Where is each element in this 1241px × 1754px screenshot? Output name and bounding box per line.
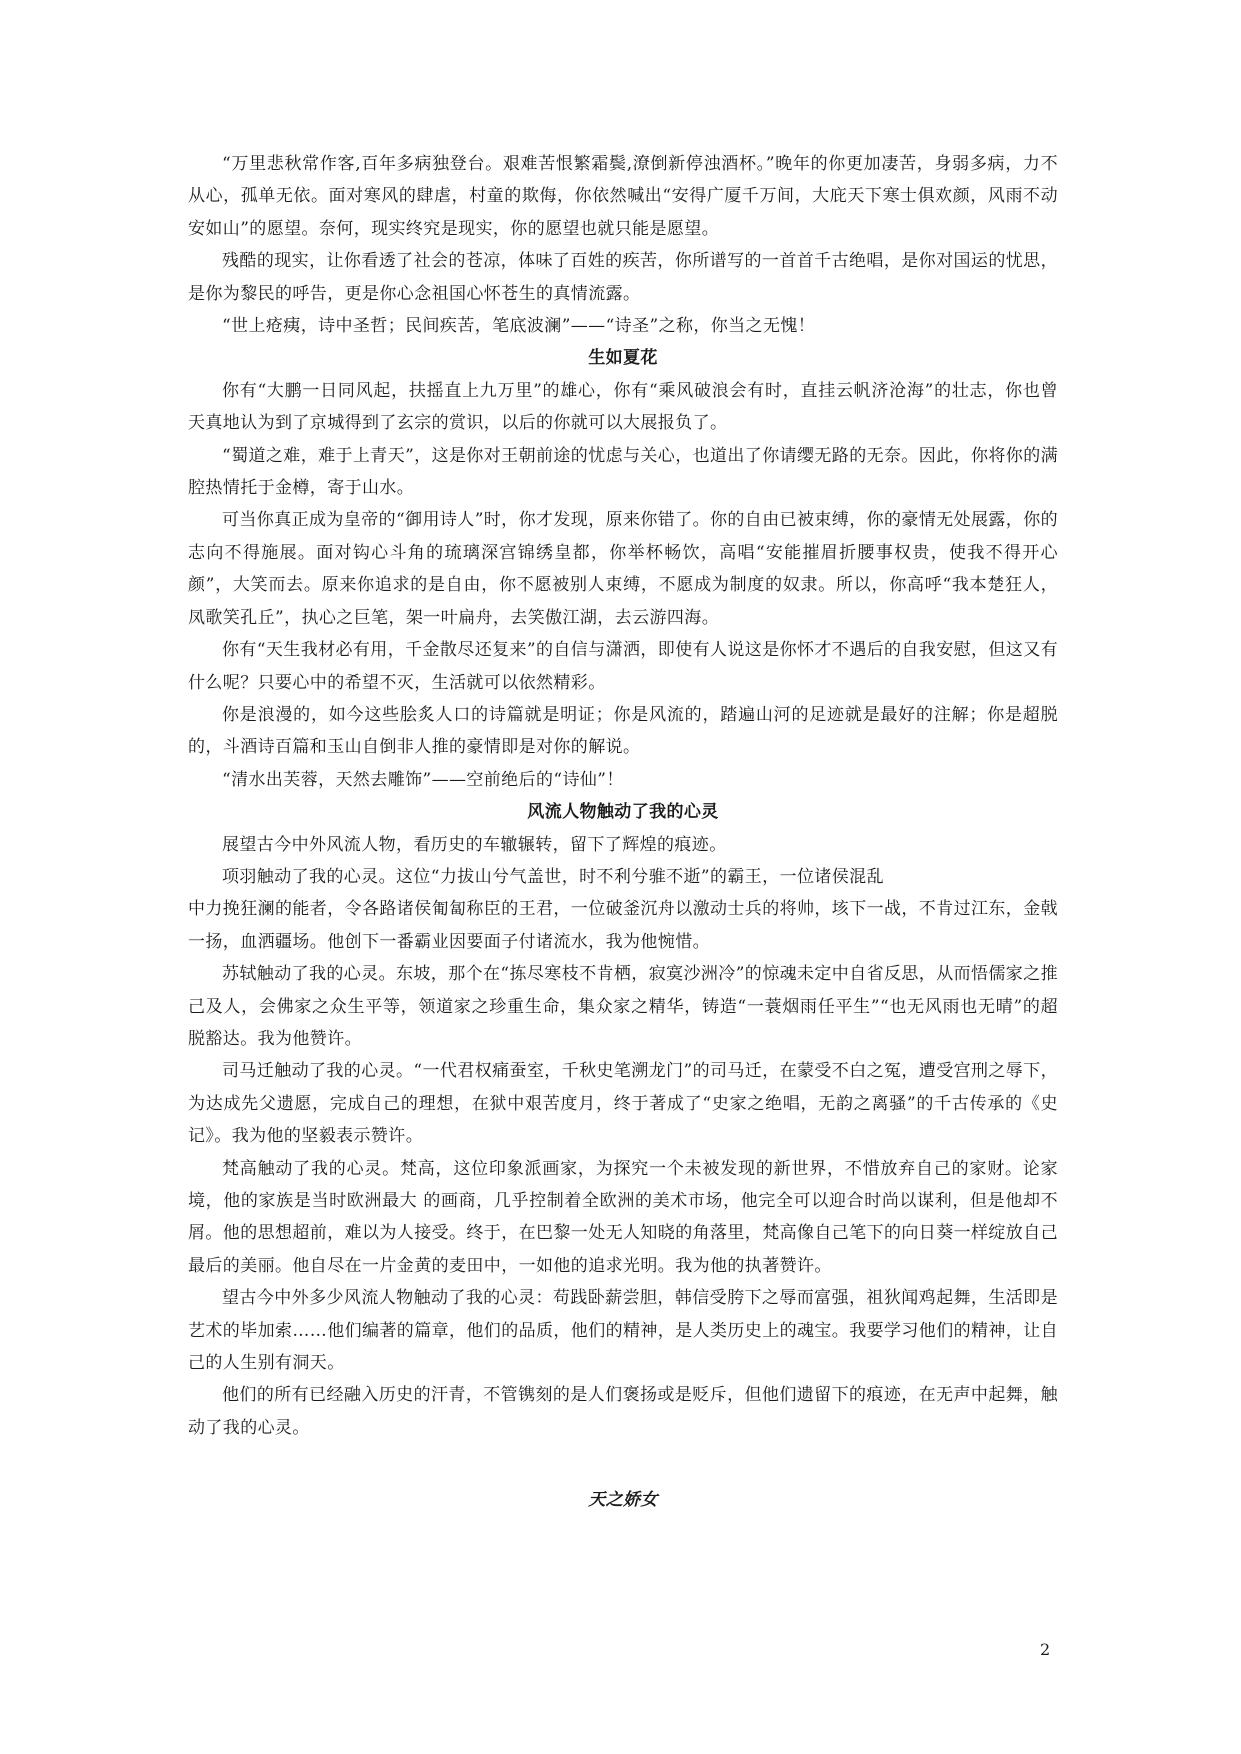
paragraph: 你有“大鹏一日同风起，扶摇直上九万里”的雄心，你有“乘风破浪会有时，直挂云帆济沧海”的壮志，你也曾天真地认为到了京城得到了玄宗的赏识，以后的你就可以大展报负了。 [188,380,1058,434]
section-title: 生如夏花 [588,348,658,369]
paragraph: “蜀道之难，难于上青天”，这是你对王朝前途的忧虑与关心，也道出了你请缨无路的无奈。因此，你将你的满腔热情托于金樽，寄于山水。 [188,445,1058,499]
paragraph: 你有“天生我材必有用，千金散尽还复来”的自信与潇洒，即使有人说这是你怀才不遇后的自我安慰，但这又有什么呢？只要心中的希望不灭，生活就可以依然精彩。 [188,640,1058,693]
section-title: 风流人物触动了我的心灵 [527,802,719,823]
paragraph: 你是浪漫的，如今这些脍炙人口的诗篇就是明证；你是风流的，踏遍山河的足迹就是最好的注解；你是超脱的，斗酒诗百篇和玉山自倒非人推的豪情即是对你的解说。 [188,704,1058,758]
paragraph: 苏轼触动了我的心灵。东坡，那个在“拣尽寒枝不肯栖，寂寞沙洲冷”的惊魂未定中自省反思，从而悟儒家之推己及人，会佛家之众生平等，领道家之珍重生命，集众家之精华，铸造“一蓑烟雨任平生”“也无风雨也无晴”的超脱豁达。我为他赞许。 [188,964,1058,1049]
paragraph: 展望古今中外风流人物，看历史的车辙辗转，留下了辉煌的痕迹。 [222,834,727,855]
page-number: 2 [1040,1640,1051,1659]
paragraph: 残酷的现实，让你看透了社会的苍凉，体味了百姓的疾苦，你所谱写的一首首千古绝唱，是你对国运的忧思，是你为黎民的呼告，更是你心念祖国心怀苍生的真情流露。 [188,251,1058,304]
document-body [188,148,1058,1517]
paragraph: “万里悲秋常作客,百年多病独登台。艰难苦恨繁霜鬓,潦倒新停浊酒杯。”晚年的你更加凄苦，身弱多病，力不从心，孤单无依。面对寒风的肆虐，村童的欺侮，你依然喊出“安得广厦千万间，大庇天下寒士俱欢颜，风雨不动安如山”的愿望。奈何，现实终究是现实，你的愿望也就只能是愿望。 [188,154,1058,239]
next-section-title: 天之娇女 [588,1490,658,1511]
paragraph: “清水出芙蓉，天然去雕饰”——空前绝后的“诗仙”！ [222,769,624,790]
paragraph: 项羽触动了我的心灵。这位“力拔山兮气盖世，时不利兮骓不逝”的霸王，一位诸侯混乱 [222,866,884,887]
paragraph: 司马迁触动了我的心灵。“一代君权痛蚕室，千秋史笔溯龙门”的司马迁，在蒙受不白之冤，遭受宫刑之辱下，为达成先父遗愿，完成自己的理想，在狱中艰苦度月，终于著成了“史家之绝唱，无韵之离骚”的千古传承的《史记》。我为他的坚毅表示赞许。 [188,1061,1058,1147]
paragraph: 望古今中外多少风流人物触动了我的心灵：苟践卧薪尝胆，韩信受胯下之辱而富强，祖狄闻鸡起舞，生活即是艺术的毕加索……他们编著的篇章，他们的品质，他们的精神，是人类历史上的魂宝。我要学习他们的精神，让自己的人生别有洞天。 [188,1288,1058,1374]
paragraph: 梵高触动了我的心灵。梵高，这位印象派画家，为探究一个未被发现的新世界，不惜放弃自己的家财。论家境，他的家族是当时欧洲最大 的画商，几乎控制着全欧洲的美术市场，他完全可以迎合时尚以谋利，但是他却不屑。他的思想超前，难以为人接受。终于，在巴黎一处无人知晓的角落里，梵高像自己笔下的向日葵一样绽放自己最后的美丽。他自尽在一片金黄的麦田中，一如他的追求光明。我为他的执著赞许。 [188,1158,1058,1276]
paragraph: 他们的所有已经融入历史的汗青，不管镌刻的是人们褒扬或是贬斥，但他们遗留下的痕迹，在无声中起舞，触动了我的心灵。 [188,1385,1058,1438]
paragraph: 可当你真正成为皇帝的“御用诗人”时，你才发现，原来你错了。你的自由已被束缚，你的豪情无处展露，你的志向不得施展。面对钩心斗角的琉璃深宫锦绣皇都，你举杯畅饮，高唱“安能摧眉折腰事权贵，使我不得开心颜”，大笑而去。原来你追求的是自由，你不愿被别人束缚，不愿成为制度的奴隶。所以，你高呼“我本楚狂人，凤歌笑孔丘”，执心之巨笔，架一叶扁舟，去笑傲江湖，去云游四海。 [188,510,1058,628]
paragraph: “世上疮痍，诗中圣哲；民间疾苦，笔底波澜”——“诗圣”之称，你当之无愧！ [222,316,816,337]
paragraph: 中力挽狂澜的能者，令各路诸侯匍匐称臣的王君，一位破釜沉舟以激动士兵的将帅，垓下一战，不肯过江东，金戟一扬，血洒疆场。他创下一番霸业因要面子付诸流水，我为他惋惜。 [188,899,1058,952]
